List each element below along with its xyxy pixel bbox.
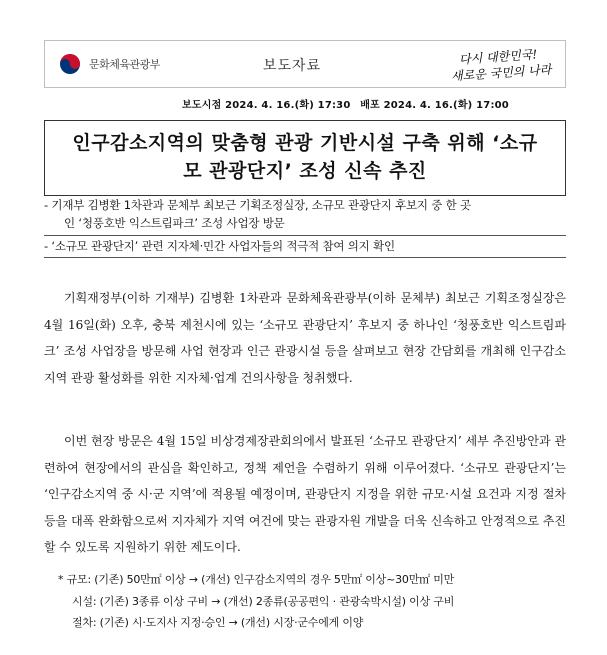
- body-paragraph-1: 기획재정부(이하 기재부) 김병환 1차관과 문화체육관광부(이하 문체부) 최보근 기획조정실장은 4월 16일(화) 오후, 충북 제천시에 있는 ‘소규모 관광단지’ 후보지 중 하나인 ‘청풍호반 익스트림파크’ 조성 사업장을 방문해 사업 현장과 인근 관광시설 등을 살펴보고 현장 간담회를 개최해 인구감소지역 관광 활성화를 위한 지자체·업계 건의사항을 청취했다.: [44, 291, 566, 385]
- headline-box: [44, 120, 566, 196]
- slogan-signature: [429, 45, 553, 85]
- headline-line-1: 인구감소지역의 맞춤형 관광 기반시설 구축 위해 ‘소규: [72, 132, 538, 154]
- distribution-time: 배포 2024. 4. 16.(화) 17:00: [360, 100, 509, 111]
- subtitle-divider: [44, 235, 566, 236]
- release-dates: [182, 96, 515, 111]
- ministry-name: 문화체육관광부: [89, 58, 160, 71]
- note-procedure: 절차: (기존) 시·도지사 지정·승인 → (개선) 시장·군수에게 이양: [72, 616, 364, 629]
- slogan-line-2: 새로운 국민의 나라: [450, 62, 552, 84]
- subtitle-bottom-rule: [44, 257, 566, 258]
- note-scale: * 규모: (기존) 50만㎡ 이상 → (개선) 인구감소지역의 경우 5만㎡ 이상~30만㎡ 미만: [58, 573, 455, 586]
- subtitle-2: - ‘소규모 관광단지’ 관련 지자체·민간 사업자들의 적극적 참여 의지 확인: [44, 239, 395, 253]
- body-paragraph-2: 이번 현장 방문은 4월 15일 비상경제장관회의에서 발표된 ‘소규모 관광단지’ 세부 추진방안과 관련하여 현장에서의 관심을 확인하고, 정책 제언을 수렴하기 위해 이루어졌다. ‘소규모 관광단지’는 ‘인구감소지역 중 시·군 지역’에 적용될 예정이며, 관광단지 지정을 위한 규모·시설 요건과 지정 절차 등을 대폭 완화함으로써 지자체가 지역 여건에 맞는 관광자원 개발을 더욱 신속하고 안정적으로 추진할 수 있도록 지원하기 위한 제도이다.: [44, 434, 566, 554]
- report-time: 보도시점 2024. 4. 16.(화) 17:30: [182, 100, 351, 111]
- subtitle-1-line-2: 인 ‘청풍호반 익스트림파크’ 조성 사업장 방문: [64, 216, 285, 230]
- press-release-header: [44, 40, 566, 88]
- document-type: 보도자료: [263, 58, 322, 74]
- subtitle-1-line-1: - 기재부 김병환 1차관과 문체부 최보근 기획조정실장, 소규모 관광단지 후보지 중 한 곳: [44, 198, 471, 212]
- slogan-line-1: 다시 대한민국!: [458, 47, 538, 67]
- note-facilities: 시설: (기존) 3종류 이상 구비 → (개선) 2종류(공공편익 · 관광숙박시설) 이상 구비: [72, 595, 455, 608]
- government-emblem-icon: [59, 53, 81, 75]
- headline-line-2: 모 관광단지’ 조성 신속 추진: [183, 160, 427, 182]
